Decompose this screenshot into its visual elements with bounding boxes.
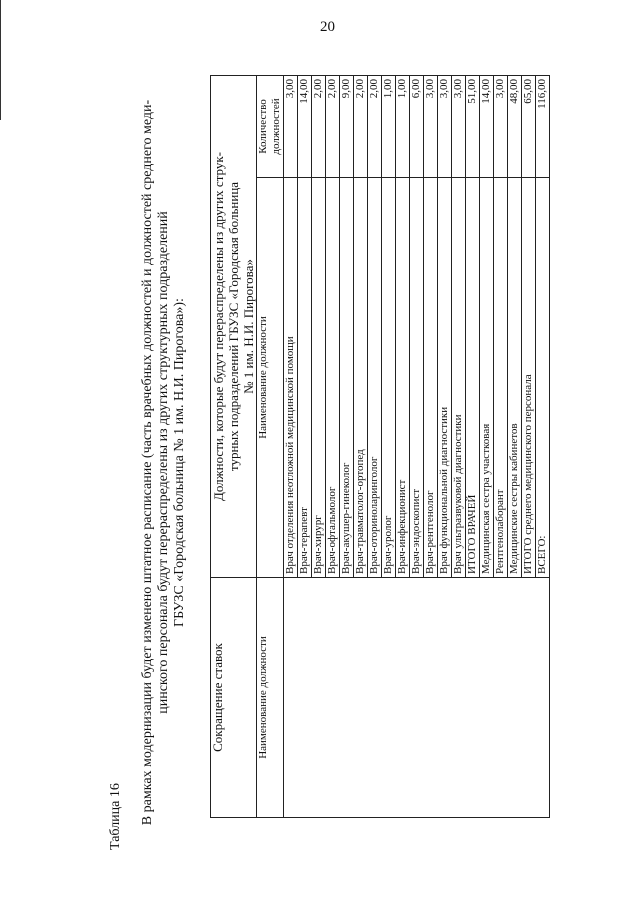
position-count-cell: 2,00: [354, 75, 368, 177]
position-name-cell: ВСЕГО:: [536, 178, 550, 578]
staffing-table: [210, 75, 550, 818]
reduction-cell: [284, 578, 550, 818]
position-name-cell: Врач отделения неотложной медицинской помощи: [284, 178, 298, 578]
table-header-row: [211, 75, 257, 817]
position-name-cell: ИТОГО ВРАЧЕЙ: [466, 178, 480, 578]
position-name-cell: Врач-акушер-гинеколог: [340, 178, 354, 578]
position-count-cell: 65,00: [522, 75, 536, 177]
header-redistributed: [211, 75, 257, 577]
position-count-cell: 51,00: [466, 75, 480, 177]
subheader-position: Наименование должности: [257, 178, 284, 578]
position-name-cell: Врач-травматолог-ортопед: [354, 178, 368, 578]
table-row: [284, 75, 298, 817]
position-name-cell: Врач-хирург: [312, 178, 326, 578]
position-count-cell: 9,00: [340, 75, 354, 177]
position-name-cell: Врач-рентгенолог: [424, 178, 438, 578]
position-name-cell: Врач-инфекционист: [396, 178, 410, 578]
table-body: [284, 75, 550, 817]
position-name-cell: Врач ультразвуковой диагностики: [452, 178, 466, 578]
position-count-cell: 1,00: [396, 75, 410, 177]
position-count-cell: 6,00: [410, 75, 424, 177]
table-subheader-row: [257, 75, 284, 817]
intro-paragraph: [140, 75, 188, 850]
position-count-cell: 3,00: [438, 75, 452, 177]
header-redistributed-line: турных подразделений ГБУЗС «Городская больница: [226, 181, 241, 472]
position-name-cell: Рентгенолаборант: [494, 178, 508, 578]
position-count-cell: 2,00: [326, 75, 340, 177]
position-name-cell: Врач-терапевт: [298, 178, 312, 578]
position-count-cell: 2,00: [368, 75, 382, 177]
position-name-cell: Врач-офтальмолог: [326, 178, 340, 578]
position-count-cell: 14,00: [298, 75, 312, 177]
position-count-cell: 116,00: [536, 75, 550, 177]
position-count-cell: 3,00: [284, 75, 298, 177]
subheader-position-left: Наименование должности: [257, 578, 284, 818]
header-redistributed-line: № 1 им. Н.И. Пирогова»: [241, 259, 256, 394]
position-count-cell: 2,00: [312, 75, 326, 177]
header-redistributed-line: Должности, которые будут перераспределены из других струк-: [211, 151, 226, 502]
position-name-cell: Медицинские сестры кабинетов: [508, 178, 522, 578]
position-name-cell: Медицинская сестра участковая: [480, 178, 494, 578]
rotated-content: [108, 75, 618, 850]
position-name-cell: Врач функциональной диагностики: [438, 178, 452, 578]
page-number: 20: [320, 19, 335, 35]
position-count-cell: 48,00: [508, 75, 522, 177]
position-count-cell: 3,00: [494, 75, 508, 177]
header-reduction: Сокращение ставок: [211, 578, 257, 818]
position-name-cell: Врач-уролог: [382, 178, 396, 578]
subheader-count: Количество должностей: [257, 75, 284, 177]
position-name-cell: Врач-оториноларинголог: [368, 178, 382, 578]
page-edge-rule: [0, 0, 1, 120]
position-count-cell: 1,00: [382, 75, 396, 177]
position-count-cell: 3,00: [424, 75, 438, 177]
position-count-cell: 14,00: [480, 75, 494, 177]
intro-line: ГБУЗС «Городская больница № 1 им. Н.И. Пирогова»):: [172, 298, 187, 627]
intro-line: В рамках модернизации будет изменено штатное расписание (часть врачебных должностей и должностей среднего меди-: [140, 99, 155, 826]
position-name-cell: ИТОГО среднего медицинского персонала: [522, 178, 536, 578]
position-name-cell: Врач-эндоскопист: [410, 178, 424, 578]
intro-line: цинского персонала будут перераспределены из других структурных подразделений: [156, 211, 171, 714]
position-count-cell: 3,00: [452, 75, 466, 177]
table-caption: Таблица 16: [108, 783, 123, 850]
